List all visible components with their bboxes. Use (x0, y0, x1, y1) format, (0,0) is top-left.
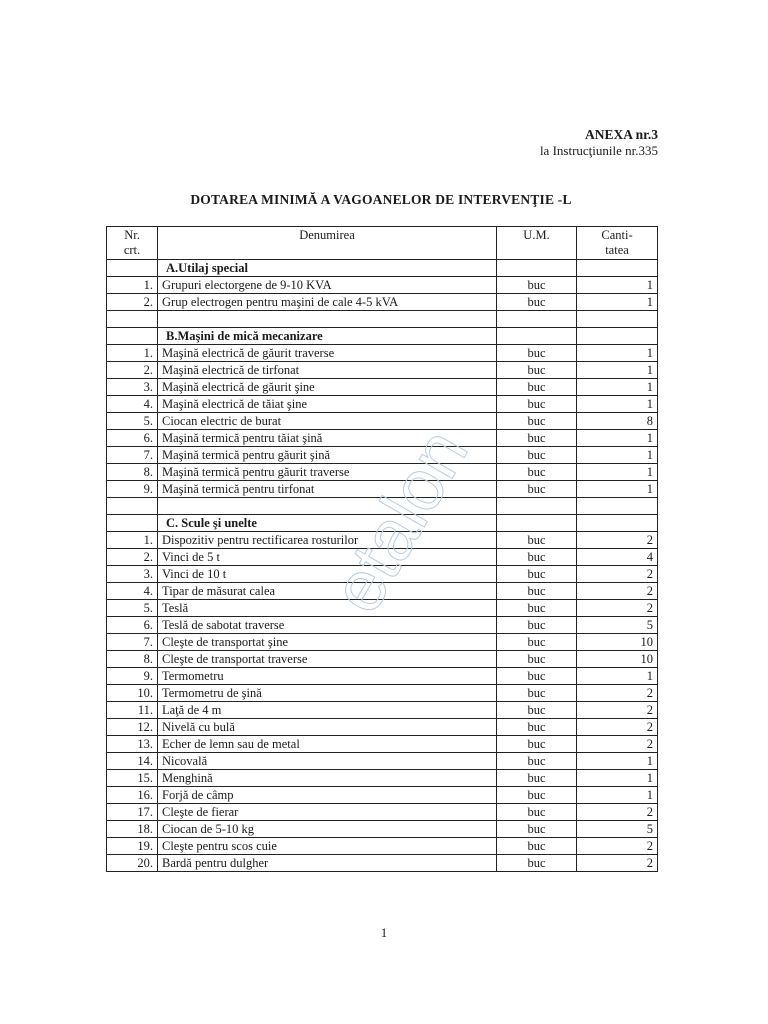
section-title: C. Scule şi unelte (158, 515, 497, 532)
item-name: Cleşte de fierar (158, 804, 497, 821)
item-name: Grup electrogen pentru maşini de cale 4-5 kVA (158, 294, 497, 311)
table-row (107, 447, 658, 464)
table-row (107, 821, 658, 838)
item-number: 9. (107, 481, 158, 498)
item-name: Laţă de 4 m (158, 702, 497, 719)
item-quantity: 4 (577, 549, 658, 566)
table-row (107, 838, 658, 855)
item-quantity: 1 (577, 753, 658, 770)
item-unit: buc (497, 379, 577, 396)
item-name: Forjă de câmp (158, 787, 497, 804)
item-unit: buc (497, 345, 577, 362)
document-title: DOTAREA MINIMĂ A VAGOANELOR DE INTERVENŢIE -L (190, 192, 572, 207)
table-header-row (107, 227, 658, 260)
item-name: Vinci de 5 t (158, 549, 497, 566)
empty-cell (577, 328, 658, 345)
item-number: 6. (107, 430, 158, 447)
table-row (107, 634, 658, 651)
table-row (107, 753, 658, 770)
item-name: Teslă (158, 600, 497, 617)
item-quantity: 1 (577, 294, 658, 311)
item-unit: buc (497, 617, 577, 634)
empty-cell (497, 515, 577, 532)
item-quantity: 1 (577, 345, 658, 362)
table-row (107, 532, 658, 549)
table-row (107, 430, 658, 447)
item-unit: buc (497, 821, 577, 838)
item-number: 3. (107, 566, 158, 583)
empty-cell (107, 311, 158, 328)
item-number: 5. (107, 413, 158, 430)
item-quantity: 1 (577, 770, 658, 787)
section-title: B.Maşini de mică mecanizare (158, 328, 497, 345)
annex-title: ANEXA nr.3 (584, 127, 658, 142)
item-unit: buc (497, 719, 577, 736)
empty-cell (497, 260, 577, 277)
item-quantity: 2 (577, 736, 658, 753)
item-unit: buc (497, 396, 577, 413)
item-unit: buc (497, 549, 577, 566)
item-number: 3. (107, 379, 158, 396)
item-number: 8. (107, 651, 158, 668)
item-unit: buc (497, 634, 577, 651)
item-name: Maşină termică pentru tirfonat (158, 481, 497, 498)
table-row (107, 294, 658, 311)
item-unit: buc (497, 430, 577, 447)
empty-cell (577, 515, 658, 532)
item-number: 18. (107, 821, 158, 838)
item-unit: buc (497, 277, 577, 294)
item-quantity: 1 (577, 787, 658, 804)
table-row (107, 668, 658, 685)
equipment-table (106, 226, 658, 872)
item-name: Dispozitiv pentru rectificarea rosturilor (158, 532, 497, 549)
item-quantity: 5 (577, 821, 658, 838)
table-row (107, 413, 658, 430)
table-row (107, 481, 658, 498)
annex-header (540, 127, 658, 159)
item-quantity: 2 (577, 685, 658, 702)
item-number: 1. (107, 345, 158, 362)
spacer-row (107, 311, 658, 328)
item-name: Ciocan electric de burat (158, 413, 497, 430)
table-row (107, 277, 658, 294)
item-quantity: 1 (577, 396, 658, 413)
empty-cell (497, 311, 577, 328)
empty-cell (158, 311, 497, 328)
item-quantity: 2 (577, 804, 658, 821)
item-name: Bardă pentru dulgher (158, 855, 497, 872)
item-unit: buc (497, 804, 577, 821)
table-row (107, 345, 658, 362)
item-number: 1. (107, 532, 158, 549)
watermark: etalon (316, 416, 484, 626)
empty-cell (107, 515, 158, 532)
item-number: 2. (107, 294, 158, 311)
item-quantity: 2 (577, 855, 658, 872)
item-name: Maşină electrică de tăiat şine (158, 396, 497, 413)
item-unit: buc (497, 685, 577, 702)
item-number: 4. (107, 583, 158, 600)
empty-cell (497, 498, 577, 515)
table-row (107, 583, 658, 600)
column-header-qty: Canti- tatea (577, 227, 658, 260)
item-name: Maşină termică pentru tăiat şină (158, 430, 497, 447)
item-unit: buc (497, 294, 577, 311)
item-quantity: 2 (577, 532, 658, 549)
item-number: 11. (107, 702, 158, 719)
item-number: 4. (107, 396, 158, 413)
item-quantity: 2 (577, 702, 658, 719)
item-quantity: 10 (577, 634, 658, 651)
section-row (107, 328, 658, 345)
item-name: Tipar de măsurat calea (158, 583, 497, 600)
item-number: 12. (107, 719, 158, 736)
item-number: 7. (107, 634, 158, 651)
item-number: 14. (107, 753, 158, 770)
item-unit: buc (497, 566, 577, 583)
item-name: Maşină electrică de tirfonat (158, 362, 497, 379)
item-name: Maşină termică pentru găurit şină (158, 447, 497, 464)
item-unit: buc (497, 600, 577, 617)
item-name: Nicovală (158, 753, 497, 770)
item-name: Echer de lemn sau de metal (158, 736, 497, 753)
item-number: 13. (107, 736, 158, 753)
item-name: Maşină electrică de găurit traverse (158, 345, 497, 362)
item-quantity: 2 (577, 566, 658, 583)
item-name: Nivelă cu bulă (158, 719, 497, 736)
item-unit: buc (497, 736, 577, 753)
item-unit: buc (497, 447, 577, 464)
table-row (107, 787, 658, 804)
item-name: Cleşte de transportat şine (158, 634, 497, 651)
item-name: Cleşte de transportat traverse (158, 651, 497, 668)
item-quantity: 1 (577, 464, 658, 481)
column-header-nr: Nr. crt. (107, 227, 158, 260)
item-quantity: 2 (577, 838, 658, 855)
item-quantity: 2 (577, 600, 658, 617)
item-quantity: 5 (577, 617, 658, 634)
table-row (107, 651, 658, 668)
item-name: Ciocan de 5-10 kg (158, 821, 497, 838)
table-row (107, 362, 658, 379)
empty-cell (107, 498, 158, 515)
item-unit: buc (497, 481, 577, 498)
item-quantity: 1 (577, 668, 658, 685)
item-unit: buc (497, 838, 577, 855)
item-unit: buc (497, 770, 577, 787)
item-unit: buc (497, 464, 577, 481)
table-body (107, 260, 658, 872)
item-name: Cleşte pentru scos cuie (158, 838, 497, 855)
table-row (107, 736, 658, 753)
item-unit: buc (497, 787, 577, 804)
table-row (107, 719, 658, 736)
item-name: Maşină termică pentru găurit traverse (158, 464, 497, 481)
item-unit: buc (497, 668, 577, 685)
item-number: 9. (107, 668, 158, 685)
item-quantity: 2 (577, 583, 658, 600)
item-quantity: 1 (577, 362, 658, 379)
item-name: Grupuri electorgene de 9-10 KVA (158, 277, 497, 294)
column-header-name: Denumirea (158, 227, 497, 260)
item-unit: buc (497, 413, 577, 430)
table-row (107, 396, 658, 413)
item-quantity: 8 (577, 413, 658, 430)
empty-cell (497, 328, 577, 345)
item-quantity: 1 (577, 277, 658, 294)
item-unit: buc (497, 651, 577, 668)
item-number: 5. (107, 600, 158, 617)
item-quantity: 1 (577, 430, 658, 447)
item-quantity: 10 (577, 651, 658, 668)
item-quantity: 1 (577, 379, 658, 396)
item-number: 2. (107, 549, 158, 566)
item-number: 7. (107, 447, 158, 464)
table-row (107, 379, 658, 396)
item-quantity: 1 (577, 481, 658, 498)
empty-cell (158, 498, 497, 515)
section-row (107, 260, 658, 277)
table-row (107, 464, 658, 481)
table-row (107, 855, 658, 872)
spacer-row (107, 498, 658, 515)
item-name: Maşină electrică de găurit şine (158, 379, 497, 396)
table-row (107, 617, 658, 634)
table-row (107, 566, 658, 583)
item-name: Menghină (158, 770, 497, 787)
empty-cell (577, 260, 658, 277)
empty-cell (577, 498, 658, 515)
item-unit: buc (497, 855, 577, 872)
table-row (107, 770, 658, 787)
item-number: 6. (107, 617, 158, 634)
item-number: 19. (107, 838, 158, 855)
table-row (107, 600, 658, 617)
item-quantity: 1 (577, 447, 658, 464)
item-unit: buc (497, 532, 577, 549)
item-unit: buc (497, 753, 577, 770)
item-quantity: 2 (577, 719, 658, 736)
section-row (107, 515, 658, 532)
item-unit: buc (497, 583, 577, 600)
item-number: 8. (107, 464, 158, 481)
column-header-um: U.M. (497, 227, 577, 260)
table-row (107, 804, 658, 821)
item-unit: buc (497, 702, 577, 719)
item-number: 16. (107, 787, 158, 804)
page-number: 1 (380, 925, 388, 940)
table-row (107, 685, 658, 702)
item-number: 2. (107, 362, 158, 379)
empty-cell (577, 311, 658, 328)
item-name: Vinci de 10 t (158, 566, 497, 583)
section-title: A.Utilaj special (158, 260, 497, 277)
table-row (107, 549, 658, 566)
item-name: Termometru (158, 668, 497, 685)
item-name: Teslă de sabotat traverse (158, 617, 497, 634)
item-number: 1. (107, 277, 158, 294)
empty-cell (107, 328, 158, 345)
annex-subtitle: la Instrucţiunile nr.335 (539, 143, 658, 158)
table-row (107, 702, 658, 719)
item-number: 20. (107, 855, 158, 872)
item-number: 17. (107, 804, 158, 821)
item-number: 15. (107, 770, 158, 787)
item-name: Termometru de şină (158, 685, 497, 702)
empty-cell (107, 260, 158, 277)
item-unit: buc (497, 362, 577, 379)
item-number: 10. (107, 685, 158, 702)
